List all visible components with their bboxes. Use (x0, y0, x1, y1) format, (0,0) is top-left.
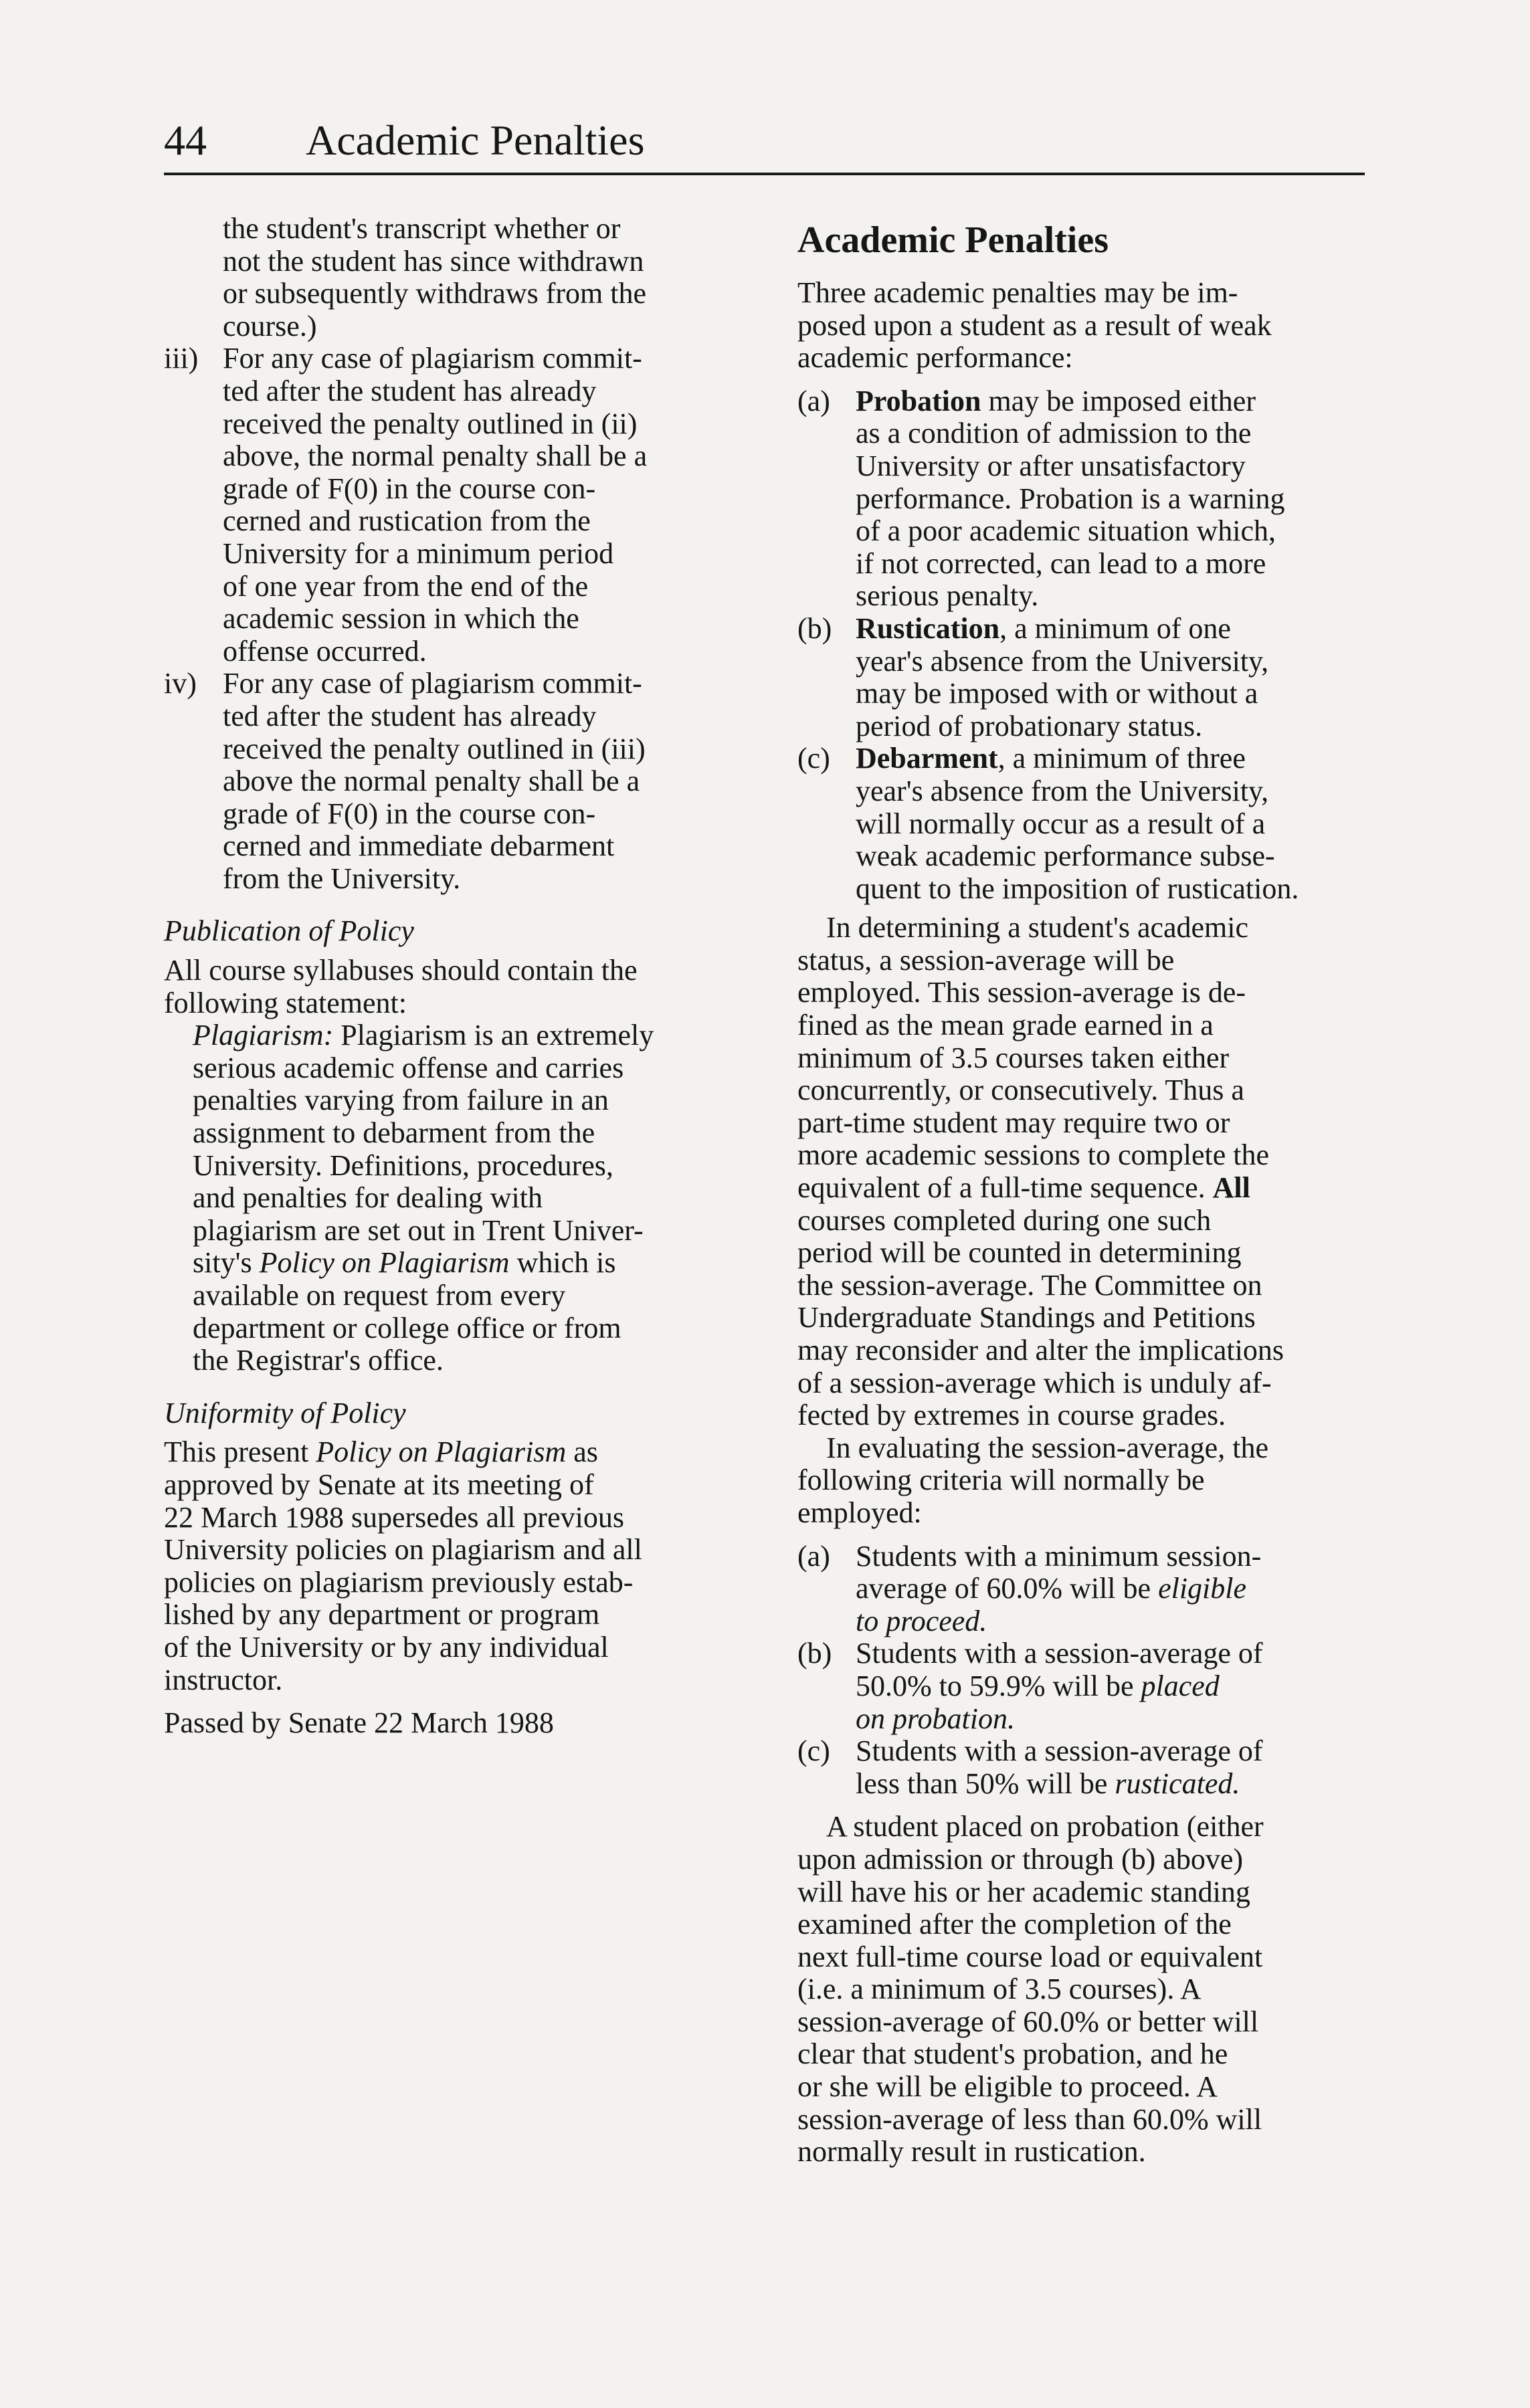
statement-text: sity's (193, 1246, 260, 1280)
criterion-outcome: to proceed. (856, 1604, 987, 1637)
text-line (856, 385, 1379, 418)
text-line: All course syllabuses should contain the (164, 954, 638, 987)
text-line (797, 1172, 1379, 1205)
text-line: and penalties for dealing with (193, 1181, 543, 1215)
text-line: from the University. (223, 862, 461, 895)
text-line: period will be counted in determining (797, 1236, 1242, 1270)
penalty-term: Probation (856, 384, 981, 417)
text-line: assignment to debarment from the (193, 1116, 595, 1150)
text-line: fected by extremes in course grades. (797, 1399, 1226, 1432)
text-line: policies on plagiarism previously estab- (164, 1565, 634, 1599)
text-line: fined as the mean grade earned in a (797, 1009, 1214, 1042)
text-line: performance. Probation is a warning (856, 482, 1285, 515)
passed-by-senate: Passed by Senate 22 March 1988 (164, 1706, 554, 1740)
statement-text: which is (509, 1246, 616, 1280)
policy-title: Policy on Plagiarism (316, 1435, 567, 1469)
text-line: For any case of plagiarism commit- (223, 667, 642, 700)
penalty-term: Rustication (856, 611, 1000, 645)
text-line: 22 March 1988 supersedes all previous (164, 1500, 624, 1534)
page-number: 44 (164, 116, 207, 164)
text-line: the student's transcript whether or (223, 212, 621, 245)
text-line: In determining a student's academic (826, 911, 1249, 944)
penalty-text: , a minimum of one (999, 611, 1231, 645)
statement-text: Plagiarism is an extremely (333, 1019, 654, 1052)
penalty-probation (797, 385, 1379, 613)
text-line: year's absence from the University, (856, 644, 1269, 678)
text-line: concurrently, or consecutively. Thus a (797, 1074, 1244, 1107)
text-line (856, 1768, 1379, 1801)
text-line: For any case of plagiarism commit- (223, 342, 642, 375)
text-line: as a condition of admission to the (856, 417, 1252, 450)
uniformity-text (164, 1436, 746, 1696)
uniformity-text-part: This present (164, 1435, 316, 1469)
continued-text (164, 213, 746, 342)
session-emphasis: All (1212, 1171, 1250, 1205)
list-marker: iv) (164, 667, 197, 700)
text-line: or she will be eligible to proceed. A (797, 2070, 1218, 2104)
statement-lead: Plagiarism: (193, 1019, 334, 1052)
text-line: cerned and rustication from the (223, 504, 591, 538)
text-line: University. Definitions, procedures, (193, 1148, 613, 1182)
text-line: next full-time course load or equivalent (797, 1940, 1263, 1973)
criterion-outcome: placed (1141, 1669, 1220, 1702)
criterion-text: 50.0% to 59.9% will be (856, 1669, 1141, 1702)
publication-heading: Publication of Policy (164, 914, 414, 948)
plagiarism-statement (164, 1019, 746, 1377)
text-line: department or college office or from (193, 1311, 621, 1344)
text-line: academic session in which the (223, 602, 579, 635)
text-line: of one year from the end of the (223, 569, 589, 603)
text-line: or subsequently withdraws from the (223, 277, 646, 310)
text-line: if not corrected, can lead to a more (856, 546, 1266, 580)
text-line: above, the normal penalty shall be a (223, 439, 648, 473)
text-line: ted after the student has already (223, 699, 597, 732)
list-item-iii (164, 342, 746, 668)
text-line: following statement: (164, 986, 407, 1019)
text-line: period of probationary status. (856, 709, 1203, 742)
text-line: weak academic performance subse- (856, 839, 1275, 873)
text-line: of a poor academic situation which, (856, 514, 1276, 548)
text-line: clear that student's probation, and he (797, 2037, 1228, 2071)
text-line: instructor. (164, 1663, 283, 1696)
text-line (164, 1436, 746, 1469)
policy-title: Policy on Plagiarism (259, 1246, 510, 1280)
list-item-text (856, 385, 1379, 613)
text-line (856, 742, 1379, 775)
list-item-text (223, 342, 746, 668)
text-line: Three academic penalties may be im- (797, 276, 1238, 309)
text-line: not the student has since withdrawn (223, 244, 644, 278)
criteria-intro (797, 1432, 1379, 1530)
text-line: plagiarism are set out in Trent Univer- (193, 1213, 644, 1247)
criterion-outcome: on probation. (856, 1702, 1015, 1735)
text-line: offense occurred. (223, 634, 427, 668)
text-line (193, 1247, 746, 1280)
text-line: grade of F(0) in the course con- (223, 797, 596, 830)
text-line: may reconsider and alter the implications (797, 1334, 1284, 1367)
text-line: session-average of less than 60.0% will (797, 2102, 1262, 2136)
text-line: minimum of 3.5 courses taken either (797, 1041, 1230, 1074)
running-title: Academic Penalties (306, 116, 645, 164)
uniformity-heading: Uniformity of Policy (164, 1396, 406, 1429)
text-line: serious academic offense and carries (193, 1051, 624, 1084)
right-column (797, 213, 1379, 2169)
text-line: part-time student may require two or (797, 1106, 1230, 1139)
text-line: grade of F(0) in the course con- (223, 472, 596, 505)
text-line: penalties varying from failure in an (193, 1084, 609, 1117)
list-marker: iii) (164, 342, 199, 375)
text-line: the session-average. The Committee on (797, 1268, 1262, 1302)
list-item-text (856, 1637, 1379, 1735)
text-line: academic performance: (797, 341, 1073, 375)
text-line: above the normal penalty shall be a (223, 765, 640, 798)
penalty-debarment (797, 742, 1379, 905)
text-line: will normally occur as a result of a (856, 807, 1266, 840)
penalty-text: may be imposed either (981, 384, 1256, 417)
text-line: will have his or her academic standing (797, 1875, 1250, 1908)
criterion-text: average of 60.0% will be (856, 1572, 1159, 1605)
text-line: ted after the student has already (223, 374, 597, 407)
criterion-outcome: rusticated. (1115, 1767, 1240, 1800)
text-line: cerned and immediate debarment (223, 829, 615, 863)
text-line: more academic sessions to complete the (797, 1138, 1269, 1172)
text-line: of the University or by any individual (164, 1630, 609, 1664)
text-line: posed upon a student as a result of weak (797, 308, 1272, 342)
list-item-text (856, 613, 1379, 742)
list-marker: (c) (797, 742, 830, 775)
text-line: lished by any department or program (164, 1598, 600, 1631)
text-line: available on request from every (193, 1279, 566, 1312)
penalty-rustication (797, 613, 1379, 742)
text-line: course.) (223, 309, 317, 342)
text-line: upon admission or through (b) above) (797, 1842, 1243, 1876)
text-line: Students with a session-average of (856, 1734, 1263, 1768)
text-line (856, 1670, 1379, 1703)
list-item-text (856, 742, 1379, 905)
text-line: University or after unsatisfactory (856, 449, 1246, 482)
text-line: Students with a session-average of (856, 1637, 1263, 1670)
uniformity-text-part: as (566, 1435, 598, 1469)
text-line: may be imposed with or without a (856, 677, 1258, 710)
text-line: A student placed on probation (either (826, 1810, 1264, 1843)
text-line: employed: (797, 1496, 922, 1529)
session-average-paragraph (797, 912, 1379, 1432)
text-line: session-average of 60.0% or better will (797, 2005, 1259, 2038)
list-marker: (a) (797, 384, 830, 417)
session-text: equivalent of a full-time sequence. (797, 1171, 1213, 1205)
penalties-intro (797, 277, 1379, 375)
text-line: examined after the completion of the (797, 1908, 1232, 1941)
penalty-text: , a minimum of three (997, 742, 1246, 775)
publication-intro (164, 955, 746, 1019)
text-line: courses completed during one such (797, 1203, 1212, 1237)
text-line: (i.e. a minimum of 3.5 courses). A (797, 1973, 1202, 2006)
text-line: received the penalty outlined in (ii) (223, 407, 638, 440)
text-line: received the penalty outlined in (iii) (223, 732, 646, 765)
text-line: of a session-average which is unduly af- (797, 1366, 1272, 1399)
text-line: serious penalty. (856, 579, 1039, 613)
criterion-eligible (797, 1540, 1379, 1638)
penalty-term: Debarment (856, 742, 998, 775)
criterion-text: less than 50% will be (856, 1767, 1115, 1800)
text-line: quent to the imposition of rustication. (856, 872, 1299, 905)
list-marker: (a) (797, 1539, 830, 1573)
text-line: University policies on plagiarism and all (164, 1533, 642, 1567)
text-line (193, 1019, 746, 1052)
criterion-outcome: eligible (1158, 1572, 1247, 1605)
list-marker: (b) (797, 611, 832, 645)
list-item-text (856, 1735, 1379, 1800)
text-line: Undergraduate Standings and Petitions (797, 1301, 1256, 1334)
text-line: the Registrar's office. (193, 1344, 444, 1377)
text-line: In evaluating the session-average, the (826, 1431, 1268, 1464)
page-header (164, 107, 1365, 174)
text-line (856, 613, 1379, 645)
text-line: following criteria will normally be (797, 1464, 1205, 1497)
text-line: normally result in rustication. (797, 2135, 1146, 2169)
text-line: approved by Senate at its meeting of (164, 1468, 594, 1501)
list-item-text (856, 1540, 1379, 1638)
text-line: University for a minimum period (223, 536, 614, 570)
left-column (164, 213, 746, 1740)
text-line: Students with a minimum session- (856, 1539, 1262, 1573)
list-item-iv (164, 668, 746, 895)
list-item-text (223, 668, 746, 895)
list-marker: (c) (797, 1734, 830, 1768)
criterion-rusticated (797, 1735, 1379, 1800)
header-rule (164, 173, 1365, 175)
criterion-probation (797, 1637, 1379, 1735)
text-line (856, 1573, 1379, 1605)
section-heading: Academic Penalties (797, 219, 1109, 261)
closing-paragraph (797, 1811, 1379, 2169)
text-line: year's absence from the University, (856, 774, 1269, 807)
list-marker: (b) (797, 1637, 832, 1670)
text-line: status, a session-average will be (797, 943, 1175, 977)
text-line: employed. This session-average is de- (797, 976, 1246, 1009)
